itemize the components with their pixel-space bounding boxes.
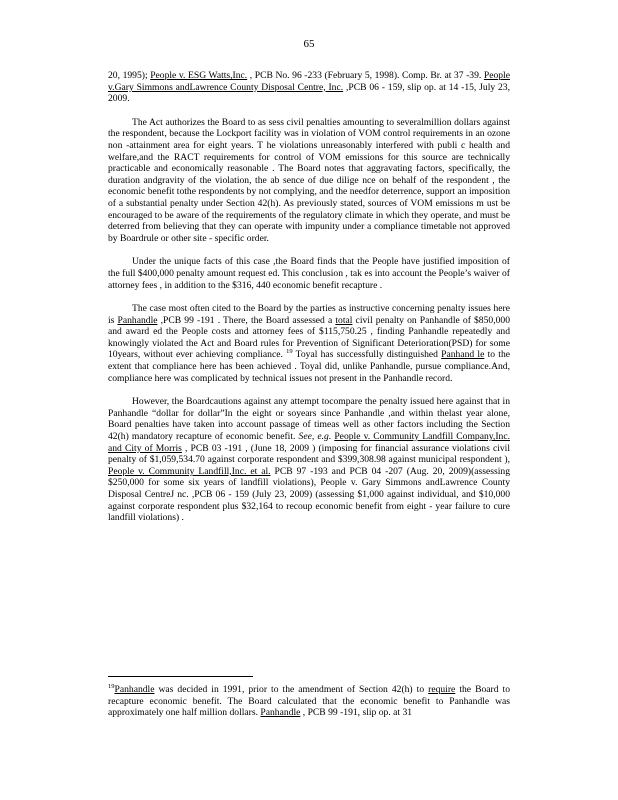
text-run: The case most often cited to the Board by the parties as instructive concerning penalty issues here is bbox=[108, 303, 510, 326]
text-run: Toyal has successfully distinguished bbox=[292, 349, 442, 361]
text-run: civil penalty on Panhandle of $850,000 and award ed the People costs and attorney fees of $115,750.25 , finding Panhandle repeatedly and knowingly violated the Act and Board rules for Prevention of Significant Deterioration(PSD) for some 10years, without ever achieving compliance. bbox=[108, 314, 510, 361]
case-citation: require bbox=[428, 684, 456, 695]
text-run: However, the Boardcautions against any attempt tocompare the penalty issued here against that in Panhandle “dollar for dollar”In the eight or soyears since Panhandle ,and within thelast year alone, Board penalties have taken into account passage of timeas well as other factors including the Section 42(h) mandatory recapture of economic benefit. bbox=[108, 396, 510, 443]
paragraph bbox=[108, 117, 510, 245]
footnote-separator bbox=[108, 676, 253, 677]
case-citation: Panhandle bbox=[117, 314, 158, 326]
case-citation: People v. ESG Watts,Inc. bbox=[150, 70, 248, 81]
case-citation: People v. Community Landfill Company,Inc. and City of Morris bbox=[108, 431, 510, 454]
case-citation: People v.Gary Simmons andLawrence County Disposal Centre, Inc. bbox=[108, 70, 510, 93]
text-run: to the extent that compliance here has been achieved . Toyal did, unlike Panhandle, pursue compliance.And, compliance here was complicated by technical issues not present in the Panhandle record. bbox=[108, 349, 511, 384]
paragraph bbox=[108, 70, 510, 105]
text-run: , PCB No. 96 -233 (February 5, 1998). Comp. Br. at 37 -39. bbox=[247, 70, 484, 81]
signal-phrase: See, e.g. bbox=[298, 431, 332, 443]
paragraph bbox=[108, 303, 510, 384]
case-citation: Panhand le bbox=[441, 349, 485, 361]
case-citation: total bbox=[335, 314, 353, 326]
text-run: was decided in 1991, prior to the amendment of Section 42(h) to bbox=[154, 684, 429, 695]
footnote-marker: 19 bbox=[286, 348, 293, 356]
text-run: , PCB 99 -191, slip op. at 31 bbox=[300, 707, 413, 719]
text-run: the Board to recapture economic benefit. The Board calculated that the economic benefit to Panhandle was approximately one half million dollars. bbox=[108, 684, 511, 719]
text-run: Under the unique facts of this case ,the Board finds that the People have justified imposition of the full $400,000 penalty amount request ed. This conclusion , tak es into account the People’s waiver of attorney fees , in addition to the $316, 440 economic benefit recapture . bbox=[108, 256, 510, 291]
case-citation: People v. Community Landfill,Inc. et al. bbox=[108, 465, 271, 477]
paragraph bbox=[108, 396, 510, 524]
page-number: 65 bbox=[303, 38, 315, 50]
footnote-marker: 19 bbox=[108, 682, 115, 690]
footnote-19 bbox=[108, 684, 510, 719]
text-run: ,PCB 99 -191 . There, the Board assessed a bbox=[157, 314, 336, 326]
paragraph bbox=[108, 256, 510, 291]
case-citation: Panhandle bbox=[114, 684, 155, 695]
body-text bbox=[108, 70, 510, 536]
text-run: PCB 97 -193 and PCB 04 -207 (Aug. 20, 2009)(assessing $250,000 for some six years of landfill violations), People v. Gary Simmons andLawrence County Disposal CentreJ nc. ,PCB 06 - 159 (July 23, 2009) (assessing $1,000 against individual, and $10,000 against corporate respondent plus $32,164 to recoup economic benefit from eight - year failure to cure landfill violations) . bbox=[108, 465, 511, 524]
text-run: , PCB 03 -191 , (June 18, 2009 ) (imposing for financial assurance violations civil penalty of $1,059,534.70 against corporate respondent and $399,308.98 against municipal respondent ), bbox=[108, 442, 510, 466]
text-run: ,PCB 06 - 159, slip op. at 14 -15, July 23, 2009. bbox=[108, 81, 510, 105]
text-run: The Act authorizes the Board to as sess civil penalties amounting to severalmillion dollars against the respondent, because the Lockport facility was in violation of VOM control requirements in an ozone non -attainment area for eight years. T he violations unreasonably interfered with publi c health and welfare,and the RACT requirements for control of VOM emissions for this source are technically practicable and economically reasonable . The Board notes that aggravating factors, specifically, the duration andgravity of the violation, the ab sence of due dilige nce on behalf of the respondent , the economic benefit tothe respondents by not complying, and the needfor deterrence, support an imposition of a substantial penalty under Section 42(h). As previously stated, sources of VOM emissions m ust be encouraged to be aware of the requirements of the regulatory climate in which they operate, and must be deterred from believing that they can operate with impunity under a compliance timetable not approved by Boardrule or other site - specific order. bbox=[108, 116, 510, 244]
text-run: 20, 1995); bbox=[108, 70, 151, 81]
case-citation: Panhandle bbox=[260, 707, 301, 719]
